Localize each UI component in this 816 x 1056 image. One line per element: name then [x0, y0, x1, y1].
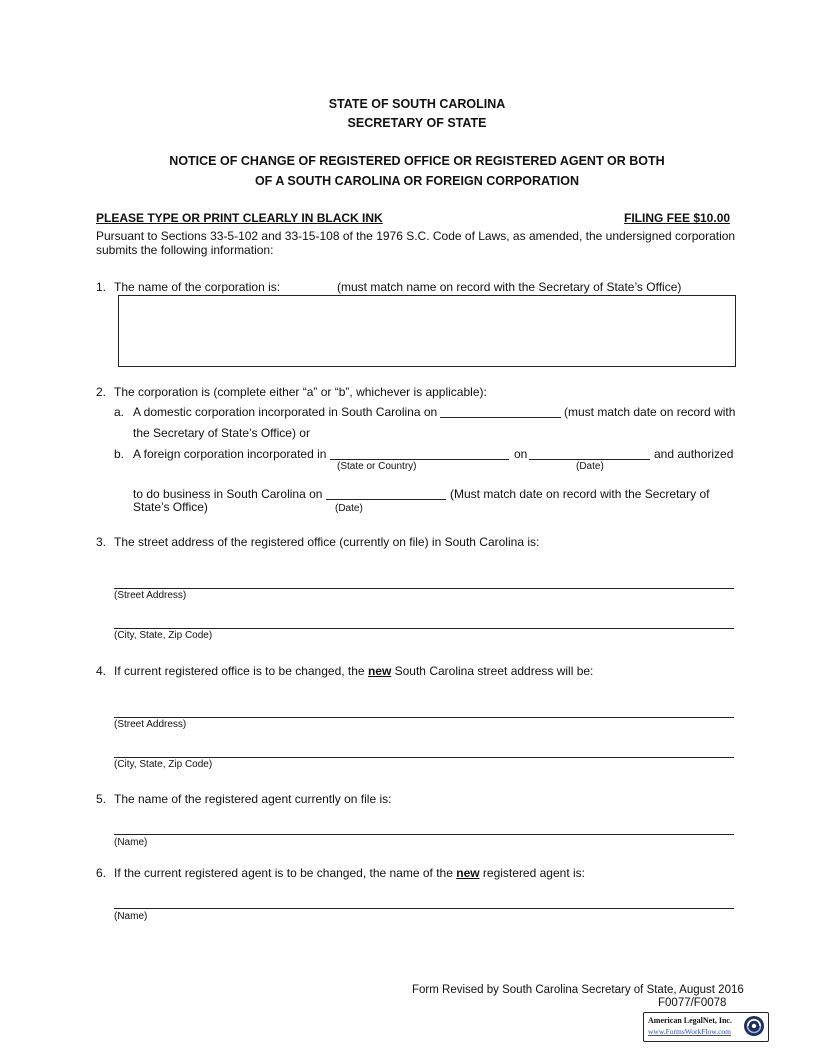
- current-city-state-zip-field[interactable]: [114, 628, 734, 629]
- item2b-end: and authorized: [654, 447, 734, 461]
- item5-text: The name of the registered agent currently on file is:: [114, 792, 392, 806]
- item4-new: new: [367, 664, 392, 678]
- form-title-line1: NOTICE OF CHANGE OF REGISTERED OFFICE OR REGISTERED AGENT OR BOTH: [169, 154, 665, 168]
- item4-post: South Carolina street address will be:: [394, 664, 594, 678]
- street-address-caption: (Street Address): [114, 590, 187, 601]
- item2b-letter: b.: [114, 447, 125, 461]
- item2-number: 2.: [96, 385, 107, 399]
- authorization-date-field[interactable]: [326, 499, 446, 500]
- pursuant-statement: Pursuant to Sections 33-5-102 and 33-15-108 of the 1976 S.C. Code of Laws, as amended, the undersigned corporation submits the following information:: [96, 229, 736, 257]
- item3-number: 3.: [96, 535, 107, 549]
- date-caption: (Date): [576, 461, 604, 472]
- item6-number: 6.: [96, 866, 107, 880]
- form-title-line2: OF A SOUTH CAROLINA OR FOREIGN CORPORATION: [254, 174, 580, 188]
- corporation-name-value: [119, 296, 735, 308]
- new-street-address-caption: (Street Address): [114, 719, 187, 730]
- item6-post: registered agent is:: [482, 866, 585, 880]
- item2b-cont: to do business in South Carolina on: [133, 487, 323, 501]
- new-agent-name-caption: (Name): [114, 911, 148, 922]
- revision-note: Form Revised by South Carolina Secretary of State, August 2016: [412, 984, 744, 996]
- state-or-country-caption: (State or Country): [337, 461, 417, 472]
- current-agent-name-field[interactable]: [114, 834, 734, 835]
- state-heading: STATE OF SOUTH CAROLINA: [328, 97, 506, 111]
- item2a-letter: a.: [114, 405, 125, 419]
- new-agent-name-field[interactable]: [114, 908, 734, 909]
- item5-number: 5.: [96, 792, 107, 806]
- item2-text: The corporation is (complete either “a” or “b”, whichever is applicable):: [114, 385, 487, 399]
- filing-fee: FILING FEE $10.00: [624, 211, 731, 225]
- city-state-zip-caption: (City, State, Zip Code): [114, 630, 213, 641]
- item6-new: new: [456, 866, 480, 880]
- item2a-text: A domestic corporation incorporated in South Carolina on: [133, 405, 438, 419]
- globe-icon: [743, 1015, 765, 1037]
- item2b-on: on: [514, 447, 528, 461]
- item6-text: [114, 866, 585, 880]
- logo-title: American LegalNet, Inc.: [648, 1016, 732, 1025]
- logo-site-link[interactable]: www.FormsWorkFlow.com: [648, 1027, 732, 1036]
- item4-text: [114, 664, 593, 678]
- item4-number: 4.: [96, 664, 107, 678]
- item1-note: (must match name on record with the Secretary of State’s Office): [337, 280, 682, 294]
- date-caption-2: (Date): [335, 503, 363, 514]
- item1-number: 1.: [96, 280, 107, 294]
- secretary-heading: SECRETARY OF STATE: [347, 116, 487, 130]
- new-city-state-zip-field[interactable]: [114, 757, 734, 758]
- item3-text: The street address of the registered office (currently on file) in South Carolina is:: [114, 535, 540, 549]
- foreign-incorporation-date-field[interactable]: [529, 459, 650, 460]
- item2b-text: A foreign corporation incorporated in: [133, 447, 327, 461]
- american-legalnet-logo[interactable]: [643, 1012, 769, 1042]
- domestic-date-field[interactable]: [440, 417, 561, 418]
- item1-label: The name of the corporation is:: [114, 280, 281, 294]
- form-code: F0077/F0078: [658, 997, 727, 1009]
- item4-pre: If current registered office is to be changed, the: [114, 664, 365, 678]
- print-instruction: PLEASE TYPE OR PRINT CLEARLY IN BLACK INK: [96, 211, 383, 225]
- item2b-note-cont: State’s Office): [133, 500, 208, 514]
- new-city-state-zip-caption: (City, State, Zip Code): [114, 759, 213, 770]
- item6-pre: If the current registered agent is to be changed, the name of the: [114, 866, 453, 880]
- item2a-note: (must match date on record with: [564, 405, 736, 419]
- corporation-name-box[interactable]: [118, 295, 736, 367]
- new-street-address-field[interactable]: [114, 717, 734, 718]
- current-agent-name-caption: (Name): [114, 837, 148, 848]
- state-or-country-field[interactable]: [330, 459, 509, 460]
- item2b-note: (Must match date on record with the Secretary of: [450, 487, 710, 501]
- item2a-cont: the Secretary of State’s Office) or: [133, 426, 310, 440]
- current-street-address-field[interactable]: [114, 588, 734, 589]
